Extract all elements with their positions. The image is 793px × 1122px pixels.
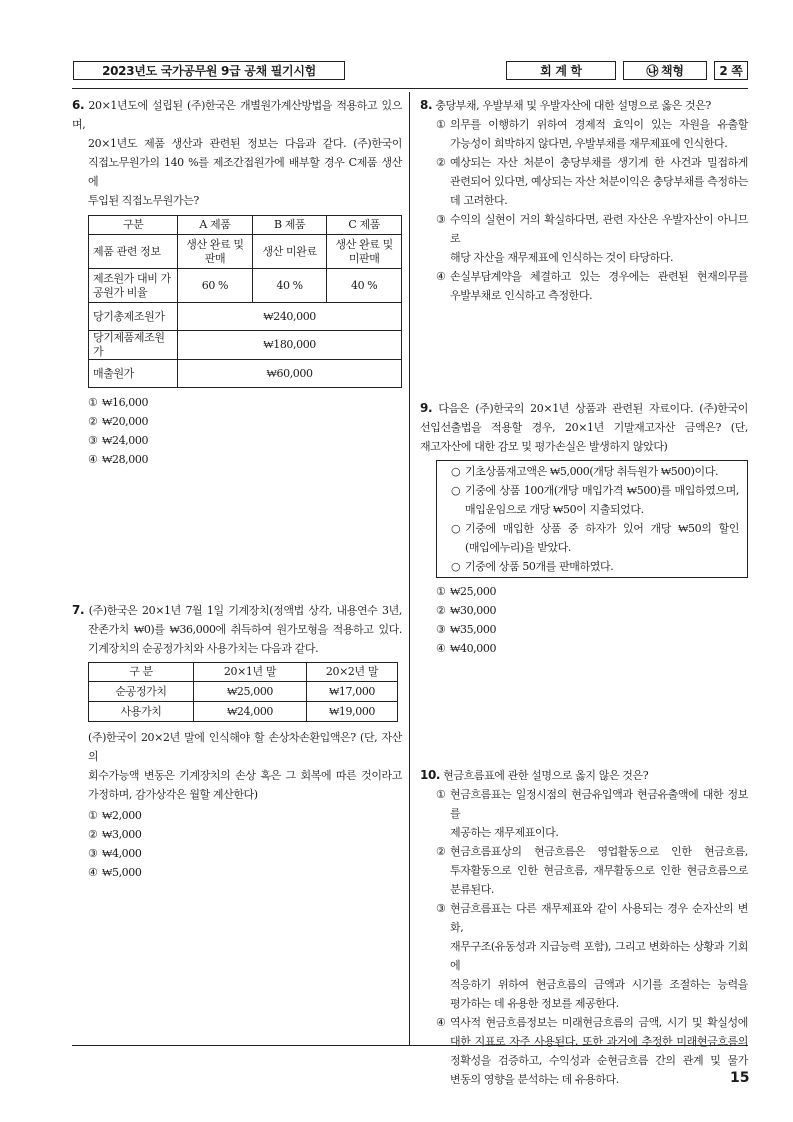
subject-title: 회 계 학 (540, 64, 582, 78)
question-9 (420, 399, 748, 658)
question-line: 잔존가치 ₩0)를 ₩36,000에 취득하여 원가모형을 적용하고 있다. (88, 623, 402, 636)
answer-option-3[interactable]: ③ ₩4,000 (88, 847, 142, 860)
question-line: (주)한국이 20×2년 말에 인식해야 할 손상차손환입액은? (단, 자산의 (88, 731, 402, 763)
table-row: 사용가치 ₩24,000 ₩19,000 (89, 702, 398, 722)
answer-option-4[interactable]: ④ ₩28,000 (88, 453, 149, 466)
answer-option-2[interactable]: ② 현금흐름표상의 현금흐름은 영업활동으로 인한 현금흐름, 투자활동으로 인한 현금흐름, 재무활동으로 인한 현금흐름으로 분류된다. (436, 845, 748, 896)
page-number: 15 (730, 1070, 750, 1086)
answer-option-2[interactable]: ② ₩3,000 (88, 828, 142, 841)
column-divider (409, 92, 410, 1046)
answer-option-1[interactable]: ① 의무를 이행하기 위하여 경제적 효익이 있는 자원을 유출할 가능성이 희박하지 않다면, 우발부채를 재무제표에 인식한다. (436, 118, 748, 150)
table-header-row: 구분 A 제품 B 제품 C 제품 (89, 216, 402, 235)
booklet-type-box (623, 61, 707, 80)
q7-data-table (88, 662, 398, 722)
subject-box (506, 61, 616, 80)
question-line: 9. 다음은 (주)한국의 20×1년 상품과 관련된 자료이다. (주)한국이 (420, 401, 748, 415)
answer-options (420, 115, 748, 305)
question-line: 회수가능액 변동은 기계장치의 손상 혹은 그 회복에 따른 것이라고 (88, 769, 402, 782)
booklet-type: 책형 (661, 64, 684, 78)
question-line: 재고자산에 대한 감모 및 평가손실은 발생하지 않았다) (420, 440, 668, 453)
exam-title: 2023년도 국가공무원 9급 공채 필기시험 (102, 64, 316, 78)
answer-option-1[interactable]: ① ₩25,000 (436, 585, 497, 598)
question-number: 8. (420, 98, 433, 112)
answer-option-1[interactable]: ① ₩16,000 (88, 396, 149, 409)
question-10 (420, 766, 748, 1089)
table-row: 제품 관련 정보 생산 완료 및 판매 생산 미완료 생산 완료 및 미판매 (89, 235, 402, 269)
question-line: 7. (주)한국은 20×1년 7월 1일 기계장치(정액법 상각, 내용연수 3년, (72, 603, 402, 617)
question-line: 직접노무원가의 140 %를 제조간접원가에 배부할 경우 C제품 생산에 (88, 156, 402, 188)
list-item: ○ 기중에 상품 100개(개당 매입가격 ₩500)를 매입하였으며, 매입운임으로 개당 ₩50이 지출되었다. (451, 484, 739, 516)
answer-option-3[interactable]: ③ 현금흐름표는 다른 재무제표와 같이 사용되는 경우 순자산의 변화, 재무구조(유동성과 지급능력 포함), 그리고 변화하는 상황과 기회에 적응하기 위하여 현금흐름의 금액과 시기를 조절하는 능력을 평가하는 데 유용한 정보를 제공한다. (436, 902, 748, 1010)
booklet-mark: ㉯ (646, 64, 659, 78)
exam-title-box (73, 61, 345, 80)
answer-option-1[interactable]: ① ₩2,000 (88, 809, 142, 822)
answer-options (420, 785, 748, 1089)
question-line: 기계장치의 순공정가치와 사용가치는 다음과 같다. (88, 642, 319, 655)
question-number: 10. (420, 768, 441, 782)
list-item: ○ 기중에 상품 50개를 판매하였다. (451, 560, 614, 573)
q9-data-box (436, 460, 748, 578)
answer-option-3[interactable]: ③ ₩35,000 (436, 623, 497, 636)
table-row: 순공정가치 ₩25,000 ₩17,000 (89, 682, 398, 702)
answer-options (72, 806, 402, 882)
answer-option-4[interactable]: ④ ₩5,000 (88, 866, 142, 879)
question-line: 가정하며, 감가상각은 월할 계산한다) (88, 788, 258, 801)
table-header-row: 구 분 20×1년 말 20×2년 말 (89, 663, 398, 682)
answer-options (72, 393, 402, 469)
question-number: 9. (420, 401, 433, 415)
question-line: 20×1년도 제품 생산과 관련된 정보는 다음과 같다. (주)한국이 (88, 137, 402, 150)
list-item: ○ 기중에 매입한 상품 중 하자가 있어 개당 ₩50의 할인 (매입에누리)을 받았다. (451, 522, 739, 554)
question-line: 투입된 직접노무원가는? (88, 194, 199, 207)
list-item: ○ 기초상품재고액은 ₩5,000(개당 취득원가 ₩500)이다. (451, 465, 719, 478)
question-line: 6. 20×1년도에 설립된 (주)한국은 개별원가계산방법을 적용하고 있으며, (72, 98, 402, 131)
table-row: 당기총제조원가 ₩240,000 (89, 303, 402, 331)
answer-option-3[interactable]: ③ ₩24,000 (88, 434, 149, 447)
header-rule (72, 88, 748, 89)
answer-option-4[interactable]: ④ 손실부담계약을 체결하고 있는 경우에는 관련된 현재의무를 우발부채로 인식하고 측정한다. (436, 270, 748, 302)
table-row: 매출원가 ₩60,000 (89, 360, 402, 388)
question-number: 6. (72, 98, 85, 112)
answer-option-1[interactable]: ① 현금흐름표는 일정시점의 현금유입액과 현금유출액에 대한 정보를 제공하는 재무제표이다. (436, 788, 748, 839)
answer-option-2[interactable]: ② ₩30,000 (436, 604, 497, 617)
page-indicator-box (714, 61, 748, 80)
question-line: 10. 현금흐름표에 관한 설명으로 옳지 않은 것은? (420, 768, 649, 782)
page-indicator: 2 쪽 (719, 64, 743, 78)
question-8 (420, 96, 748, 305)
answer-option-2[interactable]: ② 예상되는 자산 처분이 충당부채를 생기게 한 사건과 밀접하게 관련되어 있다면, 예상되는 자산 처분이익은 충당부채를 측정하는 데 고려한다. (436, 156, 748, 207)
answer-option-4[interactable]: ④ 역사적 현금흐름정보는 미래현금흐름의 금액, 시기 및 확실성에 대한 지표로 자주 사용된다. 또한 과거에 추정한 미래현금흐름의 정확성을 검증하고, 수익성과 순현금흐름 간의 관계 및 물가 변동의 영향을 분석하는 데 유용하다. (436, 1016, 748, 1086)
q6-data-table (88, 215, 402, 388)
answer-option-3[interactable]: ③ 수익의 실현이 거의 확실하다면, 관련 자산은 우발자산이 아니므로 해당 자산을 재무제표에 인식하는 것이 타당하다. (436, 213, 748, 264)
question-6 (72, 96, 402, 469)
question-number: 7. (72, 603, 85, 617)
question-7 (72, 601, 402, 882)
question-line: 8. 충당부채, 우발부채 및 우발자산에 대한 설명으로 옳은 것은? (420, 98, 711, 112)
answer-options (420, 582, 748, 658)
question-line: 선입선출법을 적용할 경우, 20×1년 기말재고자산 금액은? (단, (420, 421, 748, 434)
answer-option-2[interactable]: ② ₩20,000 (88, 415, 149, 428)
table-row: 당기제품제조원가 ₩180,000 (89, 331, 402, 360)
answer-option-4[interactable]: ④ ₩40,000 (436, 642, 497, 655)
table-row: 제조원가 대비 가공원가 비율 60 % 40 % 40 % (89, 269, 402, 303)
